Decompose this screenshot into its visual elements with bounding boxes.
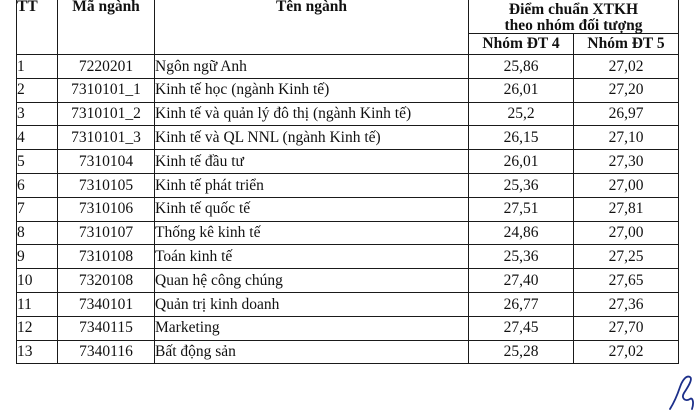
header-group-4: Nhóm ĐT 4 bbox=[469, 34, 574, 55]
major-name: Kinh tế và quản lý đô thị (ngành Kinh tế) bbox=[155, 102, 469, 126]
table-row bbox=[17, 221, 679, 245]
score-group-4: 26,01 bbox=[469, 150, 574, 174]
score-group-5: 27,10 bbox=[574, 126, 679, 150]
table-row bbox=[17, 173, 679, 197]
row-number: 12 bbox=[17, 316, 58, 340]
score-group-5: 26,97 bbox=[574, 102, 679, 126]
score-group-5: 27,70 bbox=[574, 316, 679, 340]
score-group-5: 27,02 bbox=[574, 55, 679, 79]
header-major-code: Mã ngành bbox=[58, 0, 155, 55]
major-name: Quản trị kinh doanh bbox=[155, 292, 469, 316]
major-code: 7340115 bbox=[58, 316, 155, 340]
score-group-4: 25,36 bbox=[469, 245, 574, 269]
score-group-5: 27,25 bbox=[574, 245, 679, 269]
row-number: 10 bbox=[17, 269, 58, 293]
row-number: 3 bbox=[17, 102, 58, 126]
score-group-5: 27,30 bbox=[574, 150, 679, 174]
score-group-5: 27,00 bbox=[574, 221, 679, 245]
header-score-group bbox=[469, 0, 679, 34]
major-code: 7310107 bbox=[58, 221, 155, 245]
table-row bbox=[17, 55, 679, 79]
score-group-5: 27,20 bbox=[574, 78, 679, 102]
major-code: 7310106 bbox=[58, 197, 155, 221]
score-group-5: 27,02 bbox=[574, 340, 679, 364]
row-number: 13 bbox=[17, 340, 58, 364]
major-code: 7310105 bbox=[58, 173, 155, 197]
score-group-4: 26,77 bbox=[469, 292, 574, 316]
score-group-4: 25,86 bbox=[469, 55, 574, 79]
major-name: Ngôn ngữ Anh bbox=[155, 55, 469, 79]
row-number: 6 bbox=[17, 173, 58, 197]
major-code: 7220201 bbox=[58, 55, 155, 79]
major-code: 7310101_3 bbox=[58, 126, 155, 150]
major-code: 7340101 bbox=[58, 292, 155, 316]
table-row bbox=[17, 245, 679, 269]
table-row bbox=[17, 150, 679, 174]
table-row bbox=[17, 340, 679, 364]
score-group-5: 27,65 bbox=[574, 269, 679, 293]
row-number: 2 bbox=[17, 78, 58, 102]
row-number: 5 bbox=[17, 150, 58, 174]
major-name: Kinh tế phát triển bbox=[155, 173, 469, 197]
major-name: Thống kê kinh tế bbox=[155, 221, 469, 245]
header-major-name: Tên ngành bbox=[155, 0, 469, 55]
row-number: 4 bbox=[17, 126, 58, 150]
major-code: 7310101_2 bbox=[58, 102, 155, 126]
major-code: 7340116 bbox=[58, 340, 155, 364]
table-row bbox=[17, 126, 679, 150]
score-group-5: 27,00 bbox=[574, 173, 679, 197]
table-row bbox=[17, 316, 679, 340]
row-number: 11 bbox=[17, 292, 58, 316]
table-row bbox=[17, 197, 679, 221]
table-row bbox=[17, 78, 679, 102]
header-group-5: Nhóm ĐT 5 bbox=[574, 34, 679, 55]
signature-mark bbox=[666, 369, 696, 413]
header-tt: TT bbox=[17, 0, 58, 55]
major-name: Quan hệ công chúng bbox=[155, 269, 469, 293]
score-group-4: 25,2 bbox=[469, 102, 574, 126]
major-name: Kinh tế và QL NNL (ngành Kinh tế) bbox=[155, 126, 469, 150]
major-name: Kinh tế quốc tế bbox=[155, 197, 469, 221]
score-group-4: 26,15 bbox=[469, 126, 574, 150]
table-row bbox=[17, 292, 679, 316]
row-number: 1 bbox=[17, 55, 58, 79]
admission-score-table bbox=[16, 0, 679, 364]
score-group-4: 25,28 bbox=[469, 340, 574, 364]
major-code: 7310108 bbox=[58, 245, 155, 269]
score-group-4: 26,01 bbox=[469, 78, 574, 102]
table-row bbox=[17, 102, 679, 126]
major-code: 7320108 bbox=[58, 269, 155, 293]
table-row bbox=[17, 269, 679, 293]
major-name: Kinh tế đầu tư bbox=[155, 150, 469, 174]
score-group-4: 27,51 bbox=[469, 197, 574, 221]
major-name: Kinh tế học (ngành Kinh tế) bbox=[155, 78, 469, 102]
major-code: 7310101_1 bbox=[58, 78, 155, 102]
row-number: 7 bbox=[17, 197, 58, 221]
score-group-4: 27,45 bbox=[469, 316, 574, 340]
table-header bbox=[17, 0, 679, 55]
major-name: Marketing bbox=[155, 316, 469, 340]
row-number: 9 bbox=[17, 245, 58, 269]
row-number: 8 bbox=[17, 221, 58, 245]
major-name: Toán kinh tế bbox=[155, 245, 469, 269]
score-group-4: 25,36 bbox=[469, 173, 574, 197]
header-score-line1: Điểm chuẩn XTKH bbox=[508, 1, 639, 18]
table-body bbox=[17, 55, 679, 364]
major-name: Bất động sản bbox=[155, 340, 469, 364]
major-code: 7310104 bbox=[58, 150, 155, 174]
header-score-line2: theo nhóm đối tượng bbox=[504, 16, 643, 34]
score-group-4: 24,86 bbox=[469, 221, 574, 245]
score-group-5: 27,36 bbox=[574, 292, 679, 316]
score-group-5: 27,81 bbox=[574, 197, 679, 221]
score-group-4: 27,40 bbox=[469, 269, 574, 293]
